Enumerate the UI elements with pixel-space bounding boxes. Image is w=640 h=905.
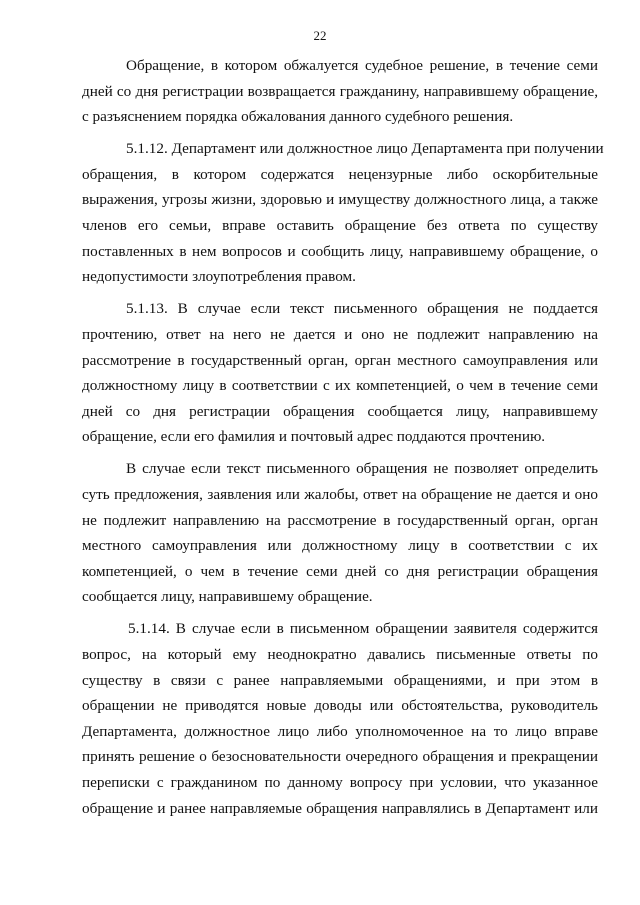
text-line: рассмотрение в государственный орган, орган местного самоуправления или (82, 351, 598, 369)
text-line: с разъяснением порядка обжалования данного судебного решения. (82, 108, 514, 126)
text-line: сообщается лицу, направившему обращение. (82, 588, 373, 606)
text-line: прочтению, ответ на него не дается и оно не подлежит направлению на (82, 325, 598, 343)
text-line: существу в связи с ранее направляемыми обращениями, и при этом в (82, 671, 598, 689)
text-line: вопрос, на который ему неоднократно давались письменные ответы по (82, 646, 598, 664)
text-line: поставленных в нем вопросов и сообщить лицу, направившему обращение, о (82, 242, 598, 260)
paragraph-5-1-13 (82, 296, 598, 450)
paragraph-court-decision (82, 53, 598, 130)
paragraph-unreadable-essence (82, 456, 598, 610)
text-line: В случае если текст письменного обращения не позволяет определить (126, 460, 598, 478)
text-line: Обращение, в котором обжалуется судебное решение, в течение семи (126, 57, 598, 74)
text-line: должностному лицу в соответствии с их компетенцией, о чем в течение семи (82, 377, 598, 395)
text-line: суть предложения, заявления или жалобы, ответ на обращение не дается и оно (82, 486, 598, 503)
paragraph-5-1-12 (82, 136, 604, 290)
text-line: принять решение о безосновательности очередного обращения и прекращении (82, 748, 598, 766)
text-line: местного самоуправления или должностному лицу в соответствии с их (82, 537, 598, 555)
text-line: дней со дня регистрации возвращается гражданину, направившему обращение, (82, 82, 598, 100)
text-line: 5.1.13. В случае если текст письменного обращения не поддается (126, 300, 598, 318)
text-line: недопустимости злоупотребления правом. (82, 268, 356, 286)
text-line: членов его семьи, вправе оставить обращение без ответа по существу (82, 217, 598, 235)
text-line: переписки с гражданином по данному вопросу при условии, что указанное (82, 774, 598, 792)
text-line: обращения, в котором содержатся нецензурные либо оскорбительные (82, 165, 598, 183)
document-body (82, 53, 604, 828)
text-line: 5.1.12. Департамент или должностное лицо Департамента при получении (126, 140, 604, 158)
text-line: дней со дня регистрации обращения сообщается лицу, направившему (82, 402, 598, 420)
text-line: выражения, угрозы жизни, здоровью и имуществу должностного лица, а также (82, 191, 598, 209)
text-line: не подлежит направлению на рассмотрение в государственный орган, орган (82, 511, 598, 529)
text-line: Департамента, должностное лицо либо уполномоченное на то лицо вправе (82, 722, 598, 740)
page-number: 22 (313, 28, 327, 43)
text-line: компетенцией, о чем в течение семи дней со дня регистрации обращения (82, 562, 598, 580)
text-line: обращении не приводятся новые доводы или обстоятельства, руководитель (82, 697, 598, 715)
paragraph-5-1-14 (82, 616, 598, 821)
text-line: 5.1.14. В случае если в письменном обращении заявителя содержится (128, 620, 598, 638)
text-line: обращение и ранее направляемые обращения направлялись в Департамент или (82, 799, 598, 817)
text-line: обращение, если его фамилия и почтовый адрес поддаются прочтению. (82, 428, 546, 446)
